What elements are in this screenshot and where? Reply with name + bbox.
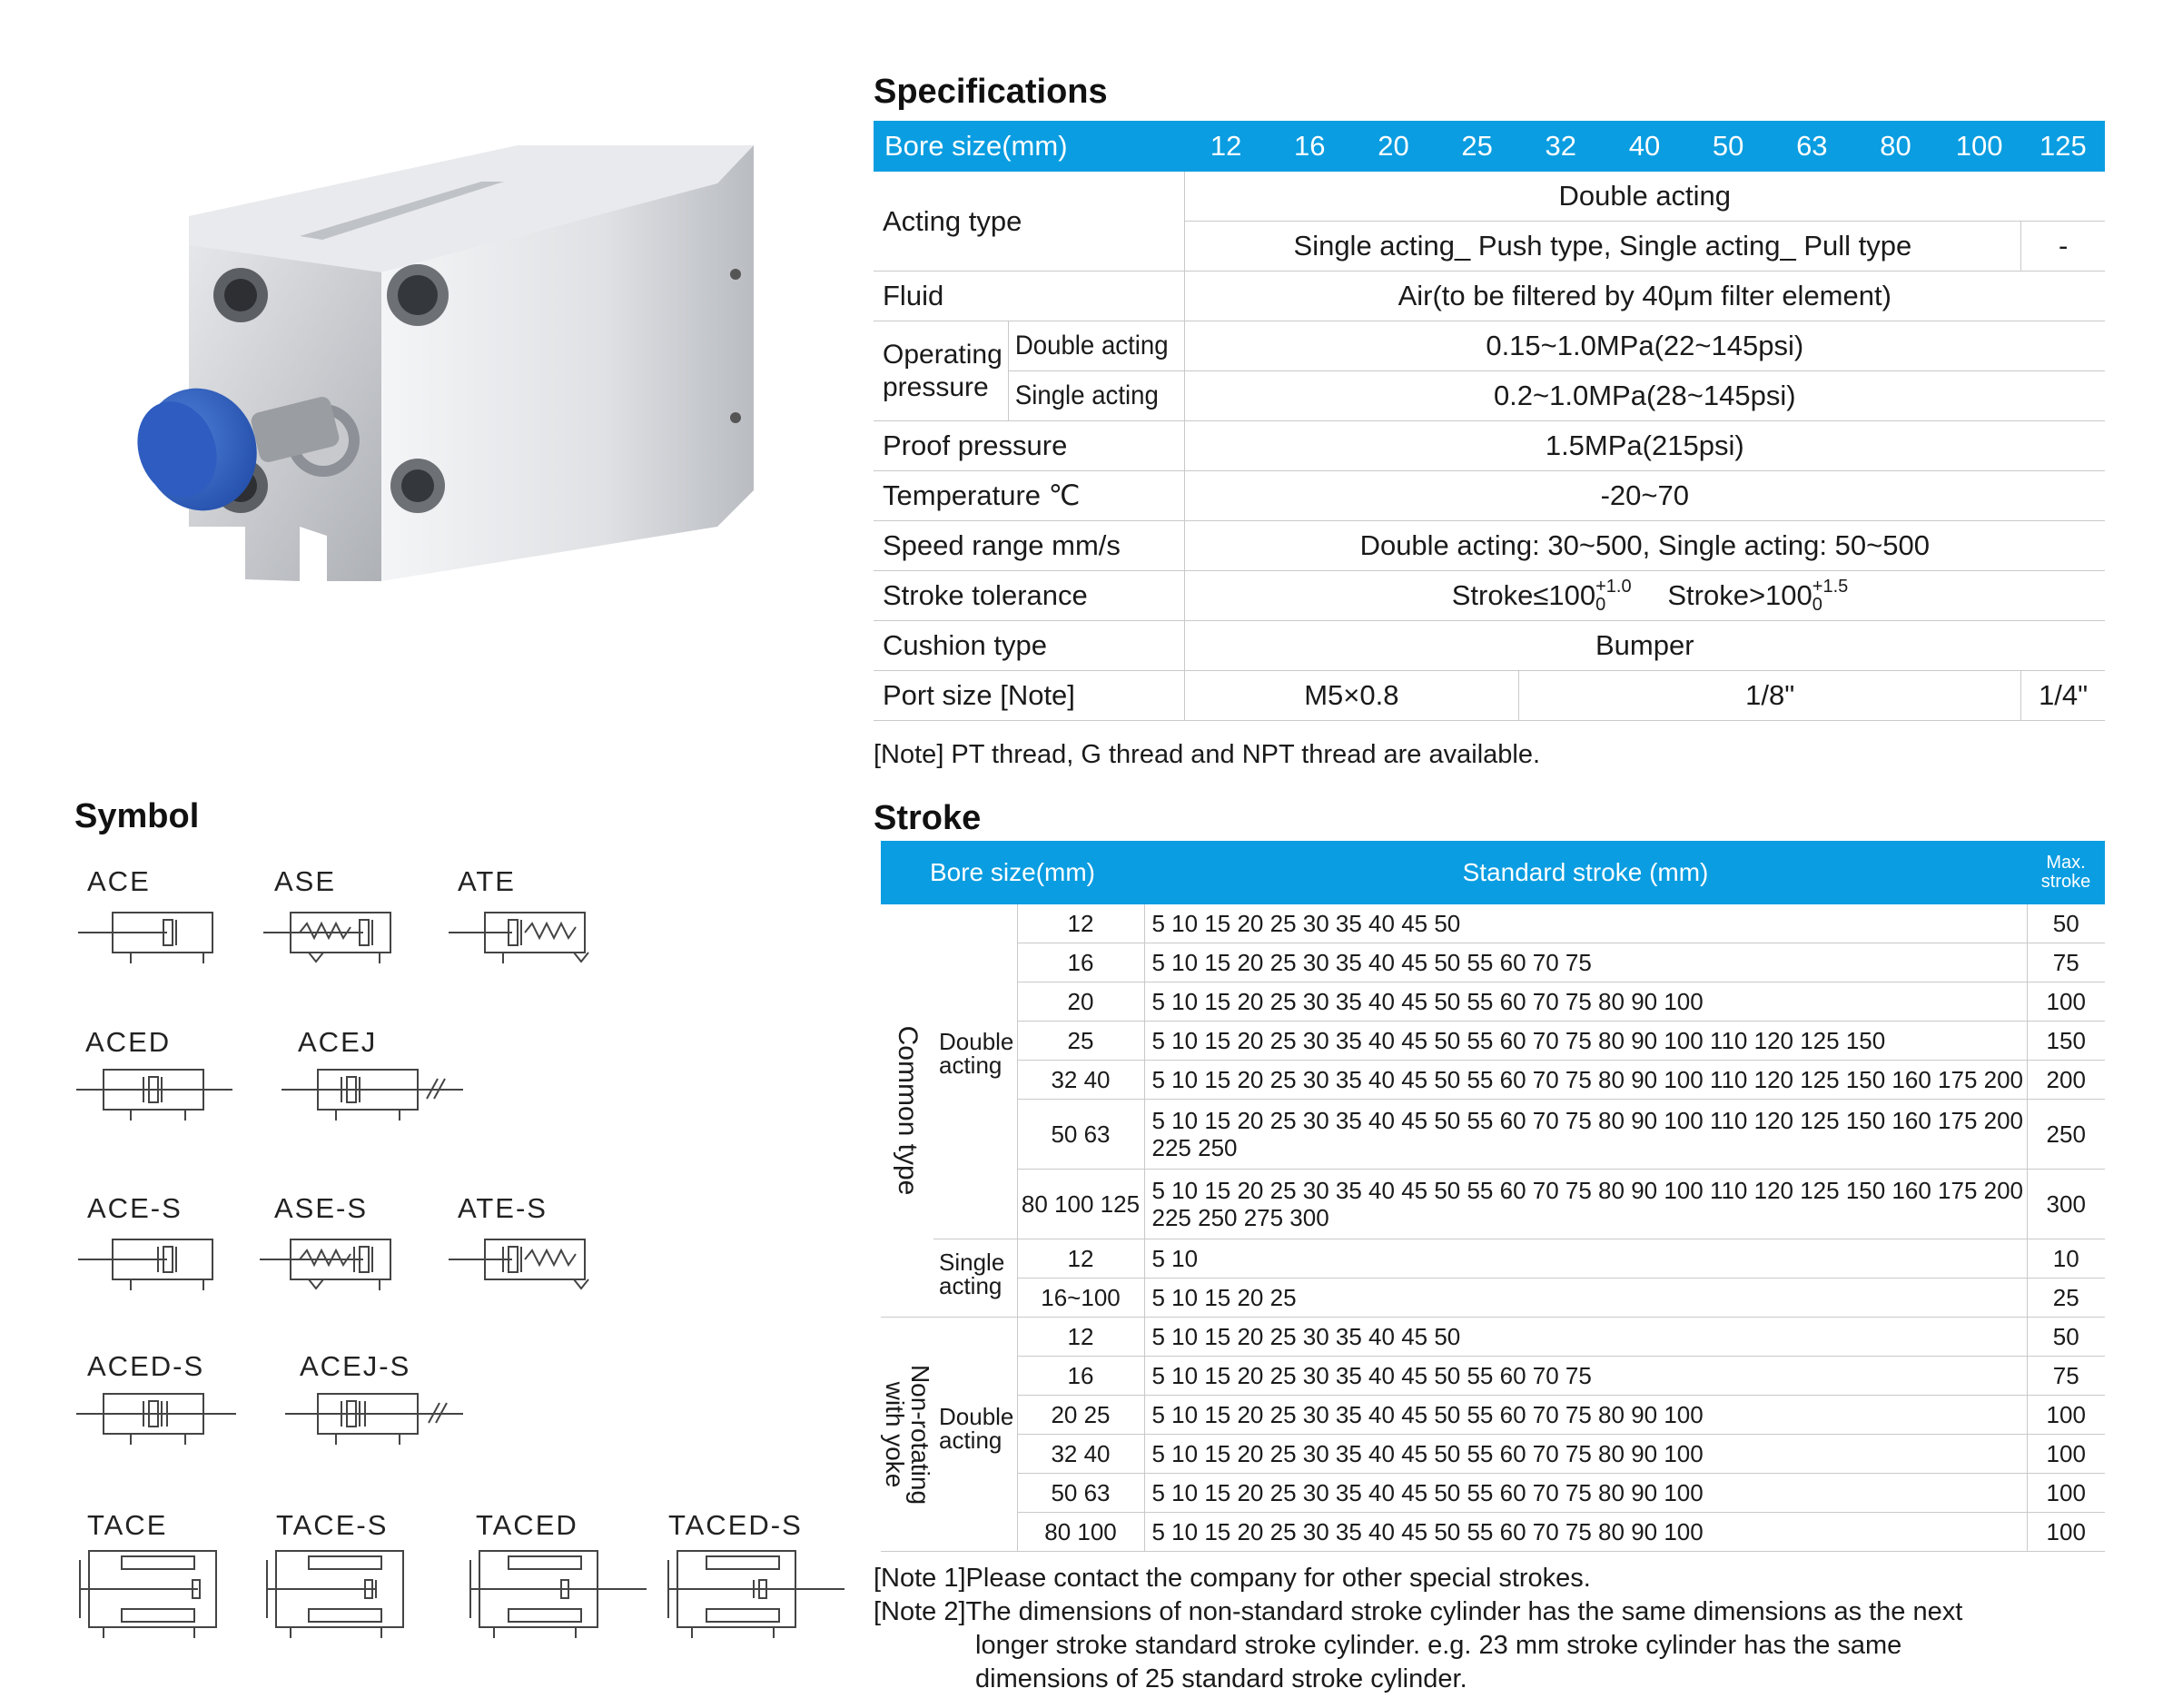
row-strokes: 5 10 15 20 25 30 35 40 45 50 <box>1144 904 2027 943</box>
bore-col: 25 <box>1436 121 1519 172</box>
cushion-type-label: Cushion type <box>874 621 1184 671</box>
table-row <box>881 943 2105 982</box>
row-bore: 16 <box>1017 943 1144 982</box>
spring-extend-cylinder-icon <box>449 902 603 974</box>
bore-col: 63 <box>1770 121 1853 172</box>
speed-range-value: Double acting: 30~500, Single acting: 50~500 <box>1184 521 2105 571</box>
acting-type-label: Acting type <box>874 172 1184 272</box>
row-bore: 32 40 <box>1017 1061 1144 1100</box>
double-acting-line2: acting <box>939 1427 1002 1454</box>
row-max: 250 <box>2027 1100 2105 1170</box>
row-strokes: 5 10 15 20 25 30 35 40 45 50 55 60 70 75 80 90 100 110 120 125 150 <box>1144 1022 2027 1061</box>
double-acting-group-2 <box>933 1318 1017 1552</box>
table-row <box>881 1100 2105 1170</box>
stroke-tolerance-row <box>874 571 2105 621</box>
stroke-bore-header: Bore size(mm) <box>881 841 1144 904</box>
bore-size-header: Bore size(mm) <box>874 121 1184 172</box>
port-size-1-8: 1/8" <box>1519 671 2021 721</box>
spec-note: [Note] PT thread, G thread and NPT thread are available. <box>874 740 1541 769</box>
max-header-line2: stroke <box>2040 872 2091 892</box>
port-size-label: Port size [Note] <box>874 671 1184 721</box>
port-size-m5: M5×0.8 <box>1184 671 1519 721</box>
row-strokes: 5 10 15 20 25 30 35 40 45 50 55 60 70 75 80 90 100 <box>1144 1396 2027 1435</box>
bore-col: 80 <box>1853 121 1937 172</box>
bore-col: 40 <box>1603 121 1686 172</box>
stroke-note-1: [Note 1]Please contact the company for other special strokes. <box>874 1564 1591 1593</box>
symbol-ase <box>263 865 409 974</box>
single-acting-line1: Single <box>939 1249 1005 1276</box>
row-strokes: 5 10 15 20 25 30 35 40 45 50 55 60 70 75 80 90 100 <box>1144 1435 2027 1474</box>
table-row <box>881 1474 2105 1513</box>
bore-col: 32 <box>1519 121 1603 172</box>
tolerance-b-lower: 0 <box>1812 594 1822 615</box>
port-size-1-4: 1/4" <box>2021 671 2105 721</box>
spring-return-cylinder-icon <box>263 902 409 974</box>
product-photo <box>118 127 772 636</box>
table-row <box>881 1279 2105 1318</box>
symbol-label: TACE <box>87 1509 168 1541</box>
fluid-value: Air(to be filtered by 40μm filter element) <box>1184 272 2105 321</box>
table-row <box>881 1318 2105 1357</box>
stroke-max-header <box>2027 841 2105 904</box>
symbol-aced-s <box>76 1350 240 1459</box>
op-single-value: 0.2~1.0MPa(28~145psi) <box>1184 371 2105 421</box>
op-single-label: Single acting <box>1008 371 1170 421</box>
tolerance-b-limits <box>1812 576 1849 615</box>
row-max: 25 <box>2027 1279 2105 1318</box>
row-max: 100 <box>2027 1435 2105 1474</box>
operating-label-line2: pressure <box>883 371 989 402</box>
stroke-note-2a: [Note 2]The dimensions of non-standard stroke cylinder has the same dimensions as the next <box>874 1597 1963 1626</box>
row-max: 200 <box>2027 1061 2105 1100</box>
stroke-note-2c: dimensions of 25 standard stroke cylinder. <box>975 1664 1467 1693</box>
cushion-type-row <box>874 621 2105 671</box>
spring-extend-switch-cylinder-icon <box>449 1229 603 1301</box>
bore-col: 20 <box>1351 121 1435 172</box>
row-bore: 16 <box>1017 1357 1144 1396</box>
table-row <box>881 1357 2105 1396</box>
symbol-acej-s <box>281 1350 463 1459</box>
acting-type-single-dash: - <box>2021 222 2105 272</box>
table-row <box>881 1022 2105 1061</box>
symbol-label: ATE <box>458 865 516 897</box>
symbol-tace-s <box>263 1509 427 1645</box>
tolerance-a-limits <box>1595 576 1632 615</box>
single-acting-group <box>933 1239 1017 1318</box>
port-size-row <box>874 671 2105 721</box>
row-strokes: 5 10 15 20 25 30 35 40 45 50 55 60 70 75 80 90 100 110 120 125 150 160 175 200 225 250 <box>1144 1100 2027 1170</box>
row-max: 50 <box>2027 1318 2105 1357</box>
cylinder-illustration <box>118 127 772 636</box>
spec-header-row <box>874 121 2105 172</box>
table-row <box>881 1061 2105 1100</box>
table-row <box>881 904 2105 943</box>
symbol-label: ACEJ-S <box>300 1350 411 1382</box>
table-row <box>881 1396 2105 1435</box>
symbol-taced <box>467 1509 648 1645</box>
symbol-taced-s <box>665 1509 846 1645</box>
op-double-label: Double acting <box>1008 321 1170 371</box>
acting-type-double: Double acting <box>1184 172 2105 222</box>
single-rod-switch-cylinder-icon <box>76 1229 240 1301</box>
symbol-label: ACED <box>85 1026 172 1058</box>
symbol-label: TACED <box>476 1509 578 1541</box>
max-header-line1: Max. <box>2046 853 2086 873</box>
bore-col: 125 <box>2021 121 2105 172</box>
twin-rod-switch-cylinder-icon <box>263 1544 427 1644</box>
twin-rod-double-switch-cylinder-icon <box>665 1544 846 1644</box>
specifications-heading: Specifications <box>874 73 1108 111</box>
bore-col: 12 <box>1184 121 1268 172</box>
operating-pressure-label <box>874 321 1008 421</box>
non-rotating-group <box>881 1318 933 1552</box>
symbol-label: TACE-S <box>276 1509 389 1541</box>
double-acting-line1: Double <box>939 1028 1014 1055</box>
adjustable-stroke-cylinder-icon <box>281 1062 463 1135</box>
row-strokes: 5 10 15 20 25 30 35 40 45 50 <box>1144 1318 2027 1357</box>
bore-col: 100 <box>1938 121 2021 172</box>
row-max: 10 <box>2027 1239 2105 1279</box>
symbol-aced <box>76 1026 240 1135</box>
proof-pressure-label: Proof pressure <box>874 421 1184 471</box>
op-double-value: 0.15~1.0MPa(22~145psi) <box>1184 321 2105 371</box>
stroke-tolerance-value <box>1184 571 2105 621</box>
symbol-ace <box>76 865 240 974</box>
row-strokes: 5 10 15 20 25 30 35 40 45 50 55 60 70 75 <box>1144 943 2027 982</box>
symbol-label: ACE <box>87 865 151 897</box>
row-bore: 12 <box>1017 1318 1144 1357</box>
table-row <box>881 1239 2105 1279</box>
tolerance-a-lower: 0 <box>1595 594 1606 615</box>
tolerance-a-upper: +1.0 <box>1595 576 1632 597</box>
stroke-header-row <box>881 841 2105 904</box>
symbol-label: ACE-S <box>87 1192 183 1224</box>
spring-return-switch-cylinder-icon <box>260 1229 414 1301</box>
row-bore: 50 63 <box>1017 1100 1144 1170</box>
symbol-ate <box>449 865 603 974</box>
double-rod-cylinder-icon <box>76 1062 240 1135</box>
table-row <box>881 1435 2105 1474</box>
symbol-ate-s <box>449 1192 603 1301</box>
double-acting-line2: acting <box>939 1051 1002 1079</box>
common-type-group <box>881 904 933 1318</box>
row-max: 75 <box>2027 943 2105 982</box>
symbol-label: ACED-S <box>87 1350 205 1382</box>
tolerance-b: Stroke>100 <box>1667 579 1812 611</box>
single-acting-line2: acting <box>939 1272 1002 1299</box>
symbol-heading: Symbol <box>74 797 200 835</box>
row-strokes: 5 10 <box>1144 1239 2027 1279</box>
row-bore: 32 40 <box>1017 1435 1144 1474</box>
twin-rod-double-cylinder-icon <box>467 1544 648 1644</box>
row-max: 75 <box>2027 1357 2105 1396</box>
row-max: 100 <box>2027 982 2105 1022</box>
row-strokes: 5 10 15 20 25 30 35 40 45 50 55 60 70 75 80 90 100 <box>1144 982 2027 1022</box>
proof-pressure-row <box>874 421 2105 471</box>
row-bore: 80 100 125 <box>1017 1170 1144 1239</box>
bore-col: 50 <box>1686 121 1770 172</box>
cushion-type-value: Bumper <box>1184 621 2105 671</box>
row-max: 100 <box>2027 1396 2105 1435</box>
symbol-label: ASE-S <box>274 1192 369 1224</box>
adjustable-stroke-switch-cylinder-icon <box>281 1387 463 1459</box>
temperature-row <box>874 471 2105 521</box>
row-max: 300 <box>2027 1170 2105 1239</box>
row-bore: 20 <box>1017 982 1144 1022</box>
double-acting-line1: Double <box>939 1403 1014 1430</box>
operating-pressure-row <box>874 321 2105 371</box>
symbol-label: ATE-S <box>458 1192 548 1224</box>
temperature-value: -20~70 <box>1184 471 2105 521</box>
specifications-table <box>874 121 2105 721</box>
row-bore: 12 <box>1017 1239 1144 1279</box>
symbol-ace-s <box>76 1192 240 1301</box>
double-acting-group <box>933 904 1017 1239</box>
row-bore: 25 <box>1017 1022 1144 1061</box>
row-max: 100 <box>2027 1474 2105 1513</box>
temperature-label: Temperature ℃ <box>874 471 1184 521</box>
operating-pressure-single-row <box>874 371 2105 421</box>
speed-range-row <box>874 521 2105 571</box>
stroke-table <box>881 841 2105 1552</box>
bore-col: 16 <box>1268 121 1351 172</box>
common-type-label: Common type <box>893 1025 923 1196</box>
row-bore: 20 25 <box>1017 1396 1144 1435</box>
symbol-label: ASE <box>274 865 337 897</box>
row-strokes: 5 10 15 20 25 30 35 40 45 50 55 60 70 75 <box>1144 1357 2027 1396</box>
row-strokes: 5 10 15 20 25 <box>1144 1279 2027 1318</box>
stroke-note-2b: longer stroke standard stroke cylinder. e.g. 23 mm stroke cylinder has the same <box>975 1631 1902 1660</box>
stroke-heading: Stroke <box>874 799 982 837</box>
stroke-tolerance-label: Stroke tolerance <box>874 571 1184 621</box>
row-bore: 50 63 <box>1017 1474 1144 1513</box>
table-row <box>881 982 2105 1022</box>
symbol-acej <box>281 1026 463 1135</box>
row-max: 150 <box>2027 1022 2105 1061</box>
row-strokes: 5 10 15 20 25 30 35 40 45 50 55 60 70 75 80 90 100 <box>1144 1474 2027 1513</box>
acting-type-single: Single acting_ Push type, Single acting_ Pull type <box>1184 222 2021 272</box>
operating-label-line1: Operating <box>883 339 1002 370</box>
row-max: 100 <box>2027 1513 2105 1552</box>
table-row <box>881 1170 2105 1239</box>
symbol-ase-s <box>260 1192 414 1301</box>
speed-range-label: Speed range mm/s <box>874 521 1184 571</box>
fluid-label: Fluid <box>874 272 1184 321</box>
acting-type-row <box>874 172 2105 222</box>
tolerance-a: Stroke≤100 <box>1451 579 1596 611</box>
row-strokes: 5 10 15 20 25 30 35 40 45 50 55 60 70 75 80 90 100 110 120 125 150 160 175 200 225 250 275 300 <box>1144 1170 2027 1239</box>
stroke-standard-header: Standard stroke (mm) <box>1144 841 2027 904</box>
row-bore: 16~100 <box>1017 1279 1144 1318</box>
row-bore: 12 <box>1017 904 1144 943</box>
row-max: 50 <box>2027 904 2105 943</box>
symbol-label: TACED-S <box>668 1509 803 1541</box>
symbol-tace <box>76 1509 240 1645</box>
fluid-row <box>874 272 2105 321</box>
non-rotating-label: Non-rotating with yoke <box>881 1364 934 1505</box>
double-rod-switch-cylinder-icon <box>76 1387 240 1459</box>
twin-rod-cylinder-icon <box>76 1544 240 1644</box>
row-strokes: 5 10 15 20 25 30 35 40 45 50 55 60 70 75 80 90 100 110 120 125 150 160 175 200 <box>1144 1061 2027 1100</box>
single-rod-cylinder-icon <box>76 902 240 974</box>
table-row <box>881 1513 2105 1552</box>
row-strokes: 5 10 15 20 25 30 35 40 45 50 55 60 70 75 80 90 100 <box>1144 1513 2027 1552</box>
tolerance-b-upper: +1.5 <box>1812 576 1849 597</box>
symbol-label: ACEJ <box>298 1026 378 1058</box>
proof-pressure-value: 1.5MPa(215psi) <box>1184 421 2105 471</box>
row-bore: 80 100 <box>1017 1513 1144 1552</box>
